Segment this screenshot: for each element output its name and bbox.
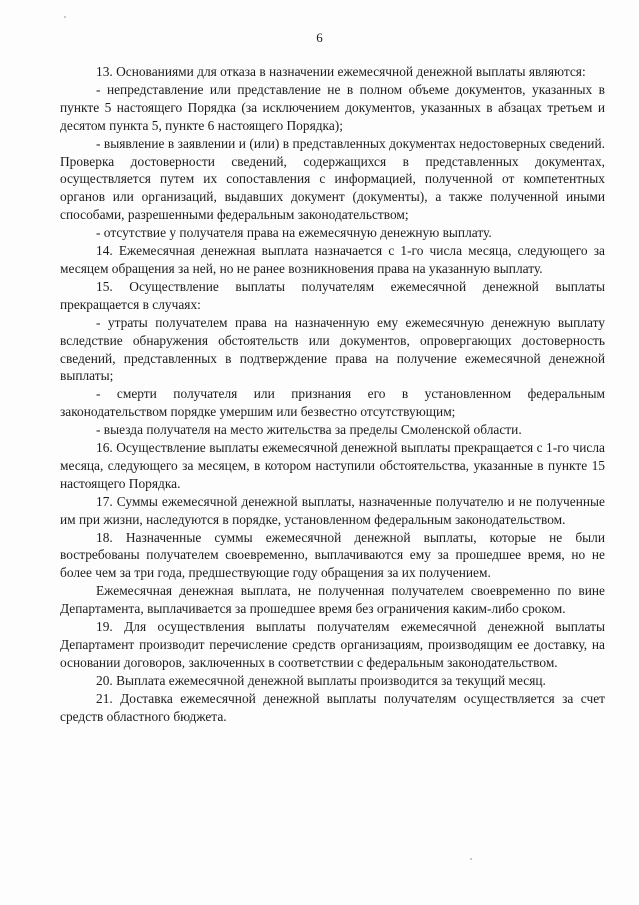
paragraph-21: 21. Доставка ежемесячной денежной выплаты получателям осуществляется за счет средств областного бюджета. (60, 690, 605, 724)
paragraph-15-item-1: - утраты получателем права на назначенную ему ежемесячную денежную выплату вследствие обнаружения обстоятельств или документов, опровергающих достоверность сведений, представленных в подтверждение права на получение ежемесячной денежной выплаты; (60, 314, 605, 384)
paragraph-16: 16. Осуществление выплаты ежемесячной денежной выплаты прекращается с 1-го числа месяца, следующего за месяцем, в котором наступили обстоятельства, указанные в пункте 15 настоящего Порядка. (60, 440, 605, 491)
page-number: 6 (316, 30, 323, 45)
paragraph-15: 15. Осуществление выплаты получателям ежемесячной денежной выплаты прекращается в случаях: (60, 278, 605, 312)
paragraph-13-item-3: - отсутствие у получателя права на ежемесячную денежную выплату. (96, 225, 492, 241)
paragraph-13: 13. Основаниями для отказа в назначении ежемесячной денежной выплаты являются: (96, 64, 586, 79)
paragraph-18-continuation: Ежемесячная денежная выплата, не полученная получателем своевременно по вине Департамента, выплачивается за прошедшее время без ограничения каким-либо сроком. (60, 583, 605, 617)
paragraph-20: 20. Выплата ежемесячной денежной выплаты производится за текущий месяц. (96, 672, 546, 688)
paragraph-17: 17. Суммы ежемесячной денежной выплаты, назначенные получателю и не полученные им при жизни, наследуются в порядке, установленном федеральным законодательством. (60, 493, 605, 527)
document-body (60, 63, 605, 726)
scan-speck (470, 858, 472, 860)
paragraph-15-item-3: - выезда получателя на место жительства за пределы Смоленской области. (96, 422, 522, 438)
paragraph-19: 19. Для осуществления выплаты получателям ежемесячной денежной выплаты Департамент производит перечисление средств организациям, производящим ее доставку, на основании договоров, заключенных в соответствии с федеральным законодательством. (60, 619, 605, 670)
paragraph-18: 18. Назначенные суммы ежемесячной денежной выплаты, которые не были востребованы получателем своевременно, выплачиваются ему за прошедшее время, но не более чем за три года, предшествующие году обращения за их получением. (60, 529, 605, 581)
scan-speck (64, 16, 66, 18)
paragraph-13-item-2: - выявление в заявлении и (или) в представленных документах недостоверных сведений. Проверка достоверности сведений, содержащихся в представленных документах, осуществляется путем их сопоставления с информацией, полученной от компетентных органов или организаций, выдавших документ (документы), а также полученной иными способами, разрешенными федеральным законодательством; (60, 135, 605, 223)
paragraph-13-item-1: - непредставление или представление не в полном объеме документов, указанных в пункте 5 настоящего Порядка (за исключением документов, указанных в абзацах третьем и десятом пункта 5, пункте 6 настоящего Порядка); (60, 81, 605, 133)
paragraph-14: 14. Ежемесячная денежная выплата назначается с 1-го числа месяца, следующего за месяцем обращения за ней, но не ранее возникновения права на указанную выплату. (60, 243, 605, 276)
paragraph-15-item-2: - смерти получателя или признания его в установленном федеральным законодательством порядке умершим или безвестно отсутствующим; (60, 386, 605, 420)
